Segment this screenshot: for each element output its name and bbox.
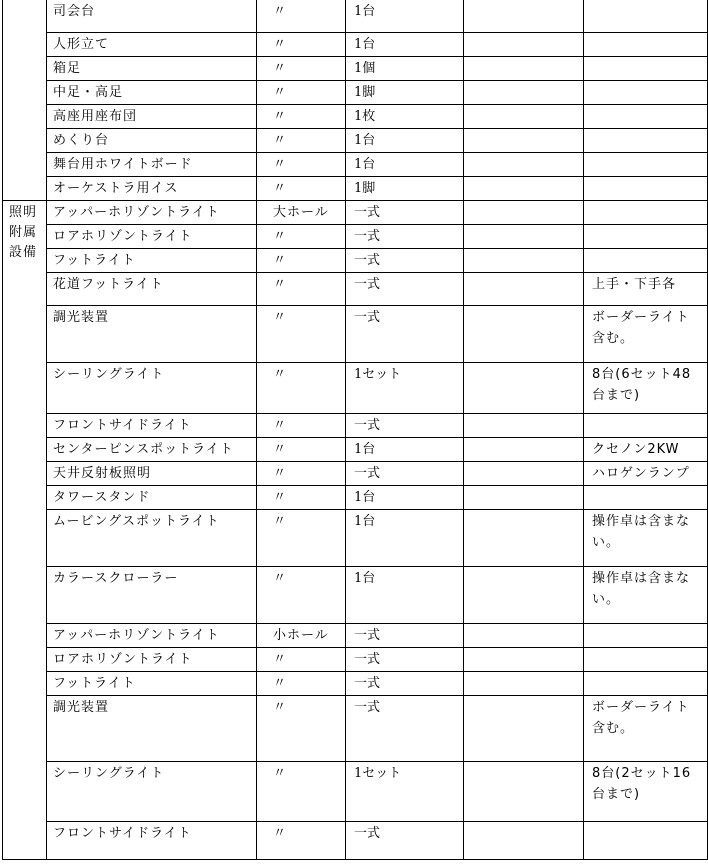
item-name: 舞台用ホワイトボード <box>47 153 257 177</box>
item-name: アッパーホリゾントライト <box>47 201 257 225</box>
empty-cell <box>464 462 584 486</box>
item-name: シーリングライト <box>47 363 257 414</box>
item-location: 〃 <box>257 486 346 510</box>
item-note: クセノン2KW <box>584 438 708 462</box>
table-row <box>3 33 708 57</box>
table-row <box>3 225 708 249</box>
item-quantity: 1台 <box>346 153 464 177</box>
empty-cell <box>464 57 584 81</box>
item-name: 花道フットライト <box>47 273 257 306</box>
item-name: 人形立て <box>47 33 257 57</box>
item-location: 〃 <box>257 249 346 273</box>
table-row <box>3 672 708 696</box>
item-quantity: 1脚 <box>346 177 464 201</box>
empty-cell <box>464 762 584 822</box>
empty-cell <box>464 201 584 225</box>
item-quantity: 1台 <box>346 567 464 624</box>
empty-cell <box>464 177 584 201</box>
empty-cell <box>464 249 584 273</box>
empty-cell <box>464 225 584 249</box>
item-note: 操作卓は含まない。 <box>584 567 708 624</box>
table-row <box>3 486 708 510</box>
item-note <box>584 177 708 201</box>
empty-cell <box>464 153 584 177</box>
category-label-lighting <box>9 201 46 263</box>
empty-cell <box>464 363 584 414</box>
table-row <box>3 201 708 225</box>
category-label-line: 附属 <box>9 225 38 240</box>
item-quantity: 1個 <box>346 57 464 81</box>
item-location: 〃 <box>257 306 346 363</box>
item-location: 〃 <box>257 822 346 860</box>
item-quantity: 一式 <box>346 273 464 306</box>
item-note <box>584 249 708 273</box>
item-name: シーリングライト <box>47 762 257 822</box>
item-quantity: 1台 <box>346 510 464 567</box>
item-name: めくり台 <box>47 129 257 153</box>
table-row <box>3 567 708 624</box>
item-quantity: 一式 <box>346 696 464 762</box>
empty-cell <box>464 696 584 762</box>
table-row <box>3 648 708 672</box>
empty-cell <box>464 105 584 129</box>
item-name: フロントサイドライト <box>47 822 257 860</box>
item-quantity: 1台 <box>346 129 464 153</box>
table-row <box>3 510 708 567</box>
empty-cell <box>464 273 584 306</box>
empty-cell <box>464 0 584 33</box>
item-quantity: 1台 <box>346 0 464 33</box>
item-location: 〃 <box>257 462 346 486</box>
item-quantity: 1台 <box>346 438 464 462</box>
item-location: 〃 <box>257 363 346 414</box>
item-quantity: 1脚 <box>346 81 464 105</box>
table-row <box>3 414 708 438</box>
item-location: 〃 <box>257 153 346 177</box>
item-location: 〃 <box>257 273 346 306</box>
item-note <box>584 153 708 177</box>
item-note <box>584 0 708 33</box>
item-location: 〃 <box>257 648 346 672</box>
item-location: 〃 <box>257 696 346 762</box>
equipment-table <box>2 0 708 860</box>
item-quantity: 1セット <box>346 762 464 822</box>
item-note <box>584 648 708 672</box>
item-location: 〃 <box>257 129 346 153</box>
table-row <box>3 81 708 105</box>
item-name: カラースクローラー <box>47 567 257 624</box>
empty-cell <box>464 624 584 648</box>
table-body <box>3 0 708 860</box>
item-note <box>584 33 708 57</box>
table-row <box>3 177 708 201</box>
item-quantity: 一式 <box>346 822 464 860</box>
table-row <box>3 129 708 153</box>
item-location: 〃 <box>257 567 346 624</box>
item-quantity: 一式 <box>346 201 464 225</box>
item-quantity: 1台 <box>346 33 464 57</box>
item-name: 天井反射板照明 <box>47 462 257 486</box>
empty-cell <box>464 438 584 462</box>
item-quantity: 1セット <box>346 363 464 414</box>
item-quantity: 一式 <box>346 306 464 363</box>
item-note: ボーダーライト含む。 <box>584 306 708 363</box>
empty-cell <box>464 822 584 860</box>
item-quantity: 1枚 <box>346 105 464 129</box>
item-note <box>584 105 708 129</box>
item-note <box>584 201 708 225</box>
item-name: 調光装置 <box>47 306 257 363</box>
item-note: ボーダーライト含む。 <box>584 696 708 762</box>
item-note <box>584 486 708 510</box>
item-note <box>584 414 708 438</box>
category-label-line: 照明 <box>9 205 38 220</box>
category-label-line: 設備 <box>9 245 38 260</box>
item-name: フットライト <box>47 249 257 273</box>
item-note <box>584 822 708 860</box>
empty-cell <box>464 414 584 438</box>
item-note: 8台(6セット48台まで) <box>584 363 708 414</box>
item-note: ハロゲンランプ <box>584 462 708 486</box>
item-name: 中足・高足 <box>47 81 257 105</box>
item-name: オーケストラ用イス <box>47 177 257 201</box>
item-location: 〃 <box>257 672 346 696</box>
item-name: タワースタンド <box>47 486 257 510</box>
category-cell-lighting <box>3 201 47 860</box>
item-location: 〃 <box>257 81 346 105</box>
item-location: 〃 <box>257 33 346 57</box>
item-location: 〃 <box>257 105 346 129</box>
empty-cell <box>464 81 584 105</box>
item-note: 操作卓は含まない。 <box>584 510 708 567</box>
empty-cell <box>464 567 584 624</box>
empty-cell <box>464 33 584 57</box>
item-quantity: 一式 <box>346 648 464 672</box>
item-note <box>584 672 708 696</box>
item-location: 〃 <box>257 57 346 81</box>
table-row <box>3 438 708 462</box>
table-row <box>3 822 708 860</box>
empty-cell <box>464 306 584 363</box>
item-name: 高座用座布団 <box>47 105 257 129</box>
table-row <box>3 696 708 762</box>
table-row <box>3 273 708 306</box>
item-location: 〃 <box>257 414 346 438</box>
item-location: 大ホール <box>257 201 346 225</box>
empty-cell <box>464 129 584 153</box>
item-name: フロントサイドライト <box>47 414 257 438</box>
item-quantity: 一式 <box>346 225 464 249</box>
item-location: 〃 <box>257 177 346 201</box>
item-name: フットライト <box>47 672 257 696</box>
item-note <box>584 624 708 648</box>
item-quantity: 一式 <box>346 414 464 438</box>
category-cell-stage <box>3 0 47 201</box>
empty-cell <box>464 510 584 567</box>
table-row <box>3 762 708 822</box>
item-note <box>584 129 708 153</box>
empty-cell <box>464 648 584 672</box>
item-note <box>584 225 708 249</box>
table-row <box>3 363 708 414</box>
item-name: ロアホリゾントライト <box>47 648 257 672</box>
item-location: 〃 <box>257 510 346 567</box>
item-note <box>584 81 708 105</box>
empty-cell <box>464 672 584 696</box>
item-name: 箱足 <box>47 57 257 81</box>
item-note <box>584 57 708 81</box>
item-note: 上手・下手各 <box>584 273 708 306</box>
item-location: 〃 <box>257 225 346 249</box>
item-name: センターピンスポットライト <box>47 438 257 462</box>
item-quantity: 1台 <box>346 486 464 510</box>
item-quantity: 一式 <box>346 249 464 273</box>
table-row <box>3 249 708 273</box>
item-quantity: 一式 <box>346 672 464 696</box>
item-quantity: 一式 <box>346 462 464 486</box>
item-name: アッパーホリゾントライト <box>47 624 257 648</box>
item-name: 調光装置 <box>47 696 257 762</box>
item-location: 〃 <box>257 0 346 33</box>
table-row <box>3 105 708 129</box>
item-name: ロアホリゾントライト <box>47 225 257 249</box>
item-location: 〃 <box>257 762 346 822</box>
item-quantity: 一式 <box>346 624 464 648</box>
item-note: 8台(2セット16台まで) <box>584 762 708 822</box>
table-row <box>3 624 708 648</box>
table-row <box>3 306 708 363</box>
empty-cell <box>464 486 584 510</box>
table-row <box>3 0 708 33</box>
item-location: 小ホール <box>257 624 346 648</box>
table-row <box>3 153 708 177</box>
table-row <box>3 462 708 486</box>
table-row <box>3 57 708 81</box>
item-location: 〃 <box>257 438 346 462</box>
item-name: ムービングスポットライト <box>47 510 257 567</box>
item-name: 司会台 <box>47 0 257 33</box>
